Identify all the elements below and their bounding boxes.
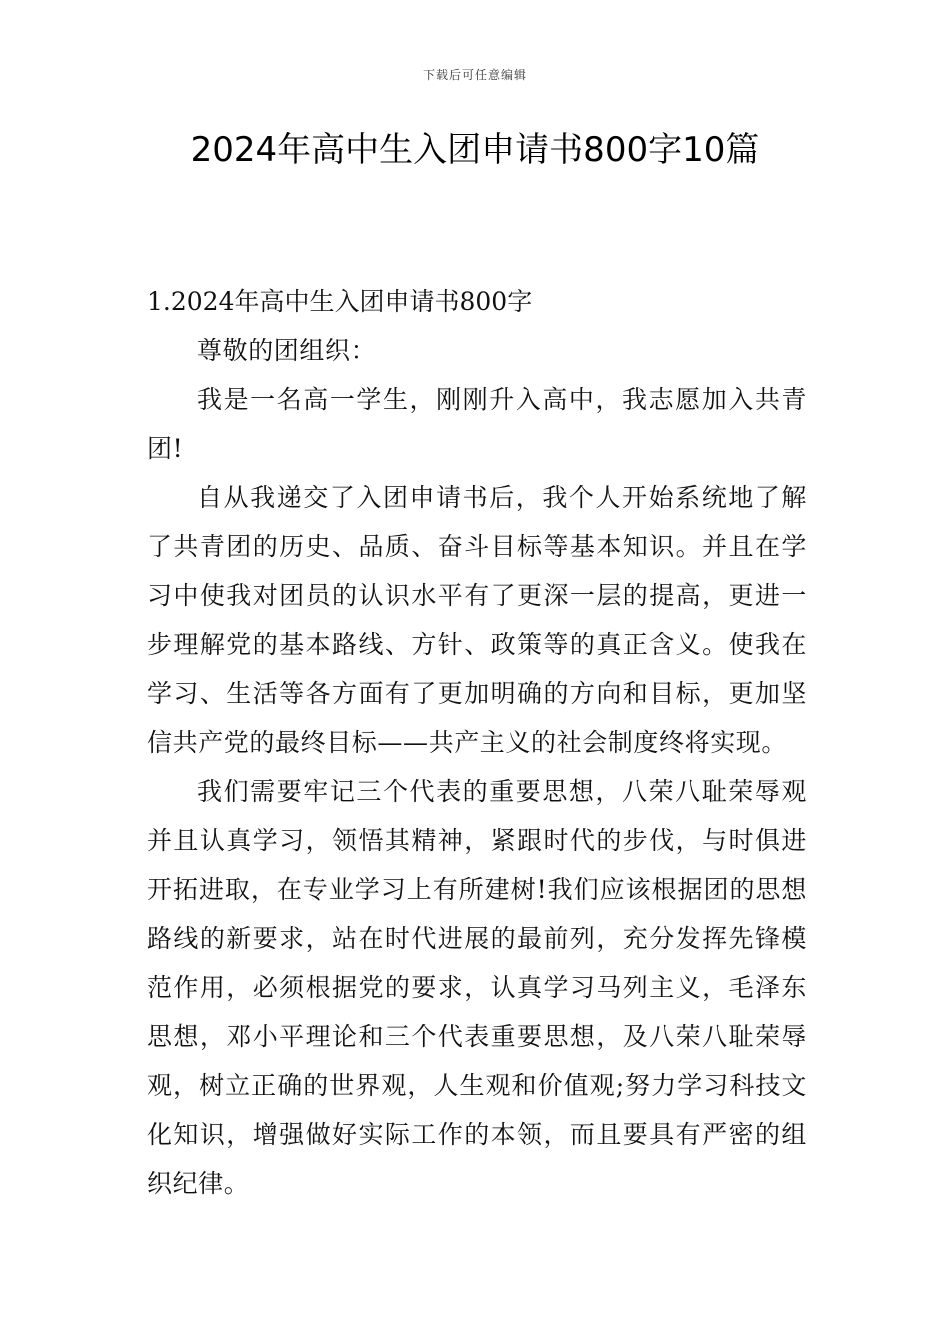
paragraph: 我是一名高一学生，刚刚升入高中，我志愿加入共青团! [147, 385, 807, 463]
paragraph: 自从我递交了入团申请书后，我个人开始系统地了解了共青团的历史、品质、奋斗目标等基本知识。并且在学习中使我对团员的认识水平有了更深一层的提高，更进一步理解党的基本路线、方针、政策等的真正含义。使我在学习、生活等各方面有了更加明确的方向和目标，更加坚信共产党的最终目标——共产主义的社会制度终将实现。 [147, 483, 807, 757]
paragraph: 我们需要牢记三个代表的重要思想，八荣八耻荣辱观并且认真学习，领悟其精神，紧跟时代的步伐，与时俱进开拓进取，在专业学习上有所建树!我们应该根据团的思想路线的新要求，站在时代进展的最前列，充分发挥先锋模范作用，必须根据党的要求，认真学习马列主义，毛泽东思想，邓小平理论和三个代表重要思想，及八荣八耻荣辱观，树立正确的世界观，人生观和价值观;努力学习科技文化知识，增强做好实际工作的本领，而且要具有严密的组织纪律。 [147, 777, 807, 1198]
salutation: 尊敬的团组织： [197, 336, 377, 365]
document-body [147, 277, 807, 1208]
document-title: 2024年高中生入团申请书800字10篇 [190, 130, 760, 170]
section-heading: 1.2024年高中生入团申请书800字 [147, 287, 533, 316]
header-note: 下载后可任意编辑 [422, 68, 527, 82]
